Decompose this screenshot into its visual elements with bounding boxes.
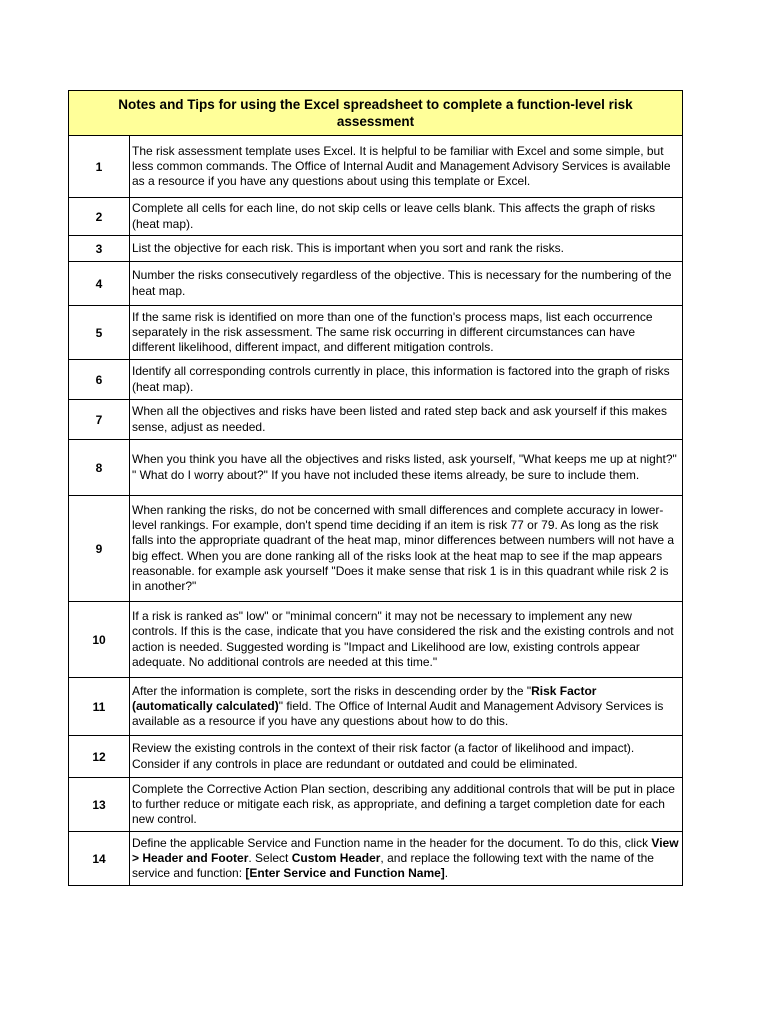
tip-text-segment: Identify all corresponding controls currently in place, this information is factored into the graph of risks (heat map). [132, 364, 670, 394]
tip-number: 2 [69, 198, 130, 236]
tip-text-segment: Complete all cells for each line, do not skip cells or leave cells blank. This affects the graph of risks (heat map). [132, 201, 656, 231]
tip-text-segment: Review the existing controls in the context of their risk factor (a factor of likelihood and impact). Consider if any controls in place are redundant or outdated and could be eliminated. [132, 741, 635, 771]
tip-row [69, 440, 683, 496]
tip-row [69, 136, 683, 198]
tip-text-bold: [Enter Service and Function Name] [245, 866, 445, 881]
tip-row [69, 306, 683, 360]
tip-number: 13 [69, 778, 130, 832]
tip-text-segment: When ranking the risks, do not be concerned with small differences and complete accuracy in lower-level rankings. For example, don't spend time deciding if an item is risk 77 or 79. As long as the risk falls into the appropriate quadrant of the heat map, minor differences between numbers will not have a big effect. When you are done ranking all of the risks look at the heat map to see if the map appears reasonable. for example ask yourself "Does it make sense that risk 1 is in this quadrant while risk 2 is in another?" [132, 502, 675, 594]
tip-text-segment: . Select [248, 850, 292, 865]
tip-text-segment: If the same risk is identified on more than one of the function's process maps, list each occurrence separately in the risk assessment. The same risk occurring in different circumstances can have different likelihood, different impact, and different mitigation controls. [132, 309, 653, 355]
tip-row [69, 360, 683, 400]
tip-row [69, 832, 683, 886]
tip-text [130, 306, 683, 360]
tip-row [69, 400, 683, 440]
tip-text-segment: . [444, 866, 449, 881]
tip-text [130, 602, 683, 678]
tip-number: 6 [69, 360, 130, 400]
tip-text-segment: List the objective for each risk. This is important when you sort and rank the risks. [132, 240, 564, 255]
tip-text [130, 832, 683, 886]
tip-text-bold: Custom Header [291, 850, 381, 865]
tip-text [130, 198, 683, 236]
tip-row [69, 602, 683, 678]
tip-text [130, 236, 683, 262]
tip-text-segment: The risk assessment template uses Excel. It is helpful to be familiar with Excel and some simple, but less common commands. The Office of Internal Audit and Management Advisory Services is available as a resource if you have any questions about using this template or Excel. [132, 143, 671, 189]
tip-row [69, 198, 683, 236]
tip-text-bold: Risk Factor (automatically calculated) [132, 683, 597, 713]
tips-table [68, 90, 683, 886]
tip-number: 3 [69, 236, 130, 262]
tip-row [69, 678, 683, 736]
tip-text-segment: Complete the Corrective Action Plan section, describing any additional controls that will be put in place to further reduce or mitigate each risk, as appropriate, and defining a target completion date for each new control. [132, 781, 675, 827]
tip-number: 11 [69, 678, 130, 736]
tip-number: 14 [69, 832, 130, 886]
tip-number: 8 [69, 440, 130, 496]
tip-number: 4 [69, 262, 130, 306]
tip-row [69, 262, 683, 306]
tip-text [130, 136, 683, 198]
tip-row [69, 736, 683, 778]
tip-text-bold: View > Header and Footer [132, 835, 679, 865]
tip-text-segment: Define the applicable Service and Function name in the header for the document. To do this, click [132, 835, 652, 850]
tip-row [69, 496, 683, 602]
tip-row [69, 236, 683, 262]
tip-number: 10 [69, 602, 130, 678]
tip-text [130, 736, 683, 778]
tip-text [130, 262, 683, 306]
tip-text [130, 440, 683, 496]
tip-row [69, 778, 683, 832]
tip-number: 7 [69, 400, 130, 440]
tip-text-segment: , and replace the following text with the name of the service and function: [132, 850, 654, 881]
tip-number: 12 [69, 736, 130, 778]
tip-text [130, 400, 683, 440]
table-title: Notes and Tips for using the Excel spreadsheet to complete a function-level risk assessment [69, 91, 683, 136]
tip-text-segment: When all the objectives and risks have been listed and rated step back and ask yourself if this makes sense, adjust as needed. [132, 404, 667, 434]
tip-text [130, 778, 683, 832]
tip-text-segment: If a risk is ranked as" low" or "minimal concern" it may not be necessary to implement any new controls. If this is the case, indicate that you have considered the risk and the existing controls and not action is needed. Suggested wording is "Impact and Likelihood are low, existing controls appear adequate. No additional controls are needed at this time." [132, 608, 674, 669]
tip-text-segment: Number the risks consecutively regardless of the objective. This is necessary for the numbering of the heat map. [132, 268, 672, 298]
title-row [69, 91, 683, 136]
tip-text-segment: When you think you have all the objectives and risks listed, ask yourself, "What keeps me up at night?" " What do I worry about?" If you have not included these items already, be sure to include them. [132, 452, 677, 482]
tip-number: 5 [69, 306, 130, 360]
tip-number: 9 [69, 496, 130, 602]
tip-text [130, 360, 683, 400]
tip-text [130, 678, 683, 736]
tip-text-segment: " field. The Office of Internal Audit and Management Advisory Services is available as a resource if you have any questions about how to do this. [132, 698, 664, 729]
tip-text [130, 496, 683, 602]
tips-table-body [69, 91, 683, 886]
tip-text-segment: After the information is complete, sort the risks in descending order by the " [132, 683, 532, 698]
tip-number: 1 [69, 136, 130, 198]
